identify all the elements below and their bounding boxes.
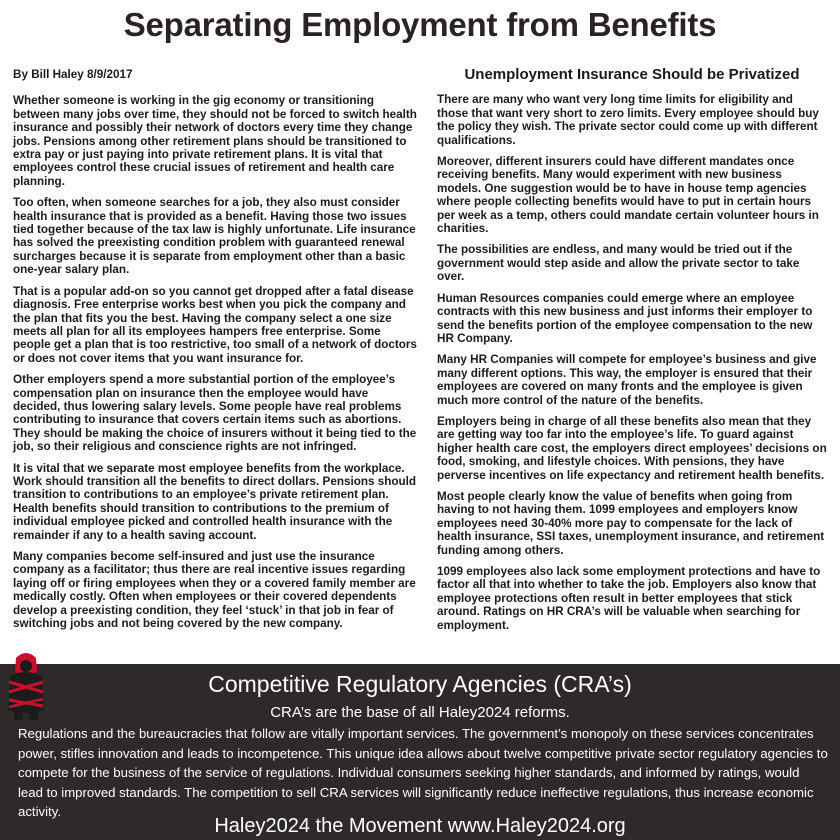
left-paragraph-6: Many companies become self-insured and just use the insurance company as a facilitator; thus there are real incentive issues regarding laying off or firing employees when they or a covered family member are medically costly. Often when employees or their covered dependents develop a preexisting condition, they feel ‘stuck’ in that job in fear of switching jobs and not being covered by the new company. xyxy=(13,550,416,631)
left-paragraph-3: That is a popular add-on so you cannot get dropped after a fatal disease diagnosis. Free enterprise works best when you pick the company and the plan that fits you the best. Having the company select a one size meets all plan for all its employees hampers free enterprise. Some people get a plan that is too restrictive, too small of a network of doctors or does not cover items that you want insurance for. xyxy=(13,284,417,365)
right-column xyxy=(437,68,827,640)
banner-subtitle: CRA’s are the base of all Haley2024 reforms. xyxy=(270,704,570,721)
left-paragraph-5: It is vital that we separate most employee benefits from the workplace. Work should transition all the benefits to direct dollars. Pensions should transition to contributions to an employee’s private retirement plan. Health benefits should transition to contributions to the premium of individual employee picked and controlled health insurance with the remainder if any to a health saving account. xyxy=(13,461,417,542)
page-title: Separating Employment from Benefits xyxy=(123,6,717,43)
left-paragraph-4: Other employers spend a more substantial portion of the employee’s compensation plan on insurance then the employee would have decided, thus lowering salary levels. Some people have real problems contributing to insurance that covers certain items such as abortions. They should be making the choice of insurers without it being tied to the job, so their religious and conscience rights are not infringed. xyxy=(13,373,417,454)
right-paragraph-5: Many HR Companies will compete for employee’s business and give many different options. This way, the employer is ensured that their employees are covered on many fronts and the employee is given much more control of the nature of the benefits. xyxy=(437,353,817,407)
banner-footer: Haley2024 the Movement www.Haley2024.org xyxy=(214,815,626,837)
right-paragraph-8: 1099 employees also lack some employment protections and have to factor all that into whether to take the job. Employers also know that employee protections often result in better employees that stick around. Ratings on HR CRA’s will be valuable when searching for employment. xyxy=(437,565,821,632)
byline: By Bill Haley 8/9/2017 xyxy=(13,68,133,81)
section-heading: Unemployment Insurance Should be Privatized xyxy=(464,66,800,83)
right-paragraph-3: The possibilities are endless, and many would be tried out if the government would step aside and allow the private sector to take over. xyxy=(437,243,800,284)
right-paragraph-2: Moreover, different insurers could have different mandates once receiving benefits. Many would experiment with new business models. One suggestion would be to have in house temp agencies where people collecting benefits would have to put in certain hours per week as a temp, others could mandate certain volunteer hours in charities. xyxy=(437,155,819,236)
banner-body: Regulations and the bureaucracies that follow are vitally important services. The government’s monopoly on these services concentrates power, stifles innovation and leads to incompetence. This unique idea allows about twelve competitive private sector regulatory agencies to compete for the business of the service of regulations. Individual consumers seeking higher standards, and informed by ratings, would lead to improved standards. The competition to sell CRA services will significantly reduce ineffective regulations, thus increase economic activity. xyxy=(18,726,828,820)
right-paragraph-7: Most people clearly know the value of benefits when going from having to not having them. 1099 employees and employers know employees need 30-40% more pay to compensate for the lack of health insurance, SSI taxes, unemployment insurance, and retirement funding among others. xyxy=(437,489,825,557)
right-paragraph-6: Employers being in charge of all these benefits also mean that they are getting way too far into the employee’s life. To guard against higher health care cost, the employers direct employees’ decisions on food, smoking, and lifestyle choices. With pensions, they have perverse incentives on life expectancy and retirement health benefits. xyxy=(437,414,827,482)
cra-banner xyxy=(0,664,840,840)
right-paragraph-1: There are many who want very long time limits for eligibility and those that want very short to zero limits. Every employee should buy the policy they wish. The private sector could come up with different qualifications. xyxy=(437,93,819,147)
left-paragraph-2: Too often, when someone searches for a job, they also must consider health insurance that is provided as a benefit. Having those two issues tied together because of the tax law is highly unfortunate. Life insurance has solved the preexisting condition problem with guaranteed renewal surcharges because it is separate from employment other than a basic one-year salary plan. xyxy=(13,196,416,277)
bound-figure-icon xyxy=(2,650,50,720)
right-paragraph-4: Human Resources companies could emerge where an employee contracts with this new business and just informs their employer to send the benefits portion of the employee compensation to the new HR Company. xyxy=(437,291,813,345)
left-paragraph-1: Whether someone is working in the gig economy or transitioning between many jobs over time, they should not be forced to switch health insurance and possibly their network of doctors every time they change jobs. Pensions among other retirement plans should be transitioned to extra pay or just paying into private retirement plans. It is vital that employees control these crucial issues of retirement and health care planning. xyxy=(13,94,417,188)
banner-title: Competitive Regulatory Agencies (CRA’s) xyxy=(208,671,632,697)
left-column xyxy=(13,68,418,638)
